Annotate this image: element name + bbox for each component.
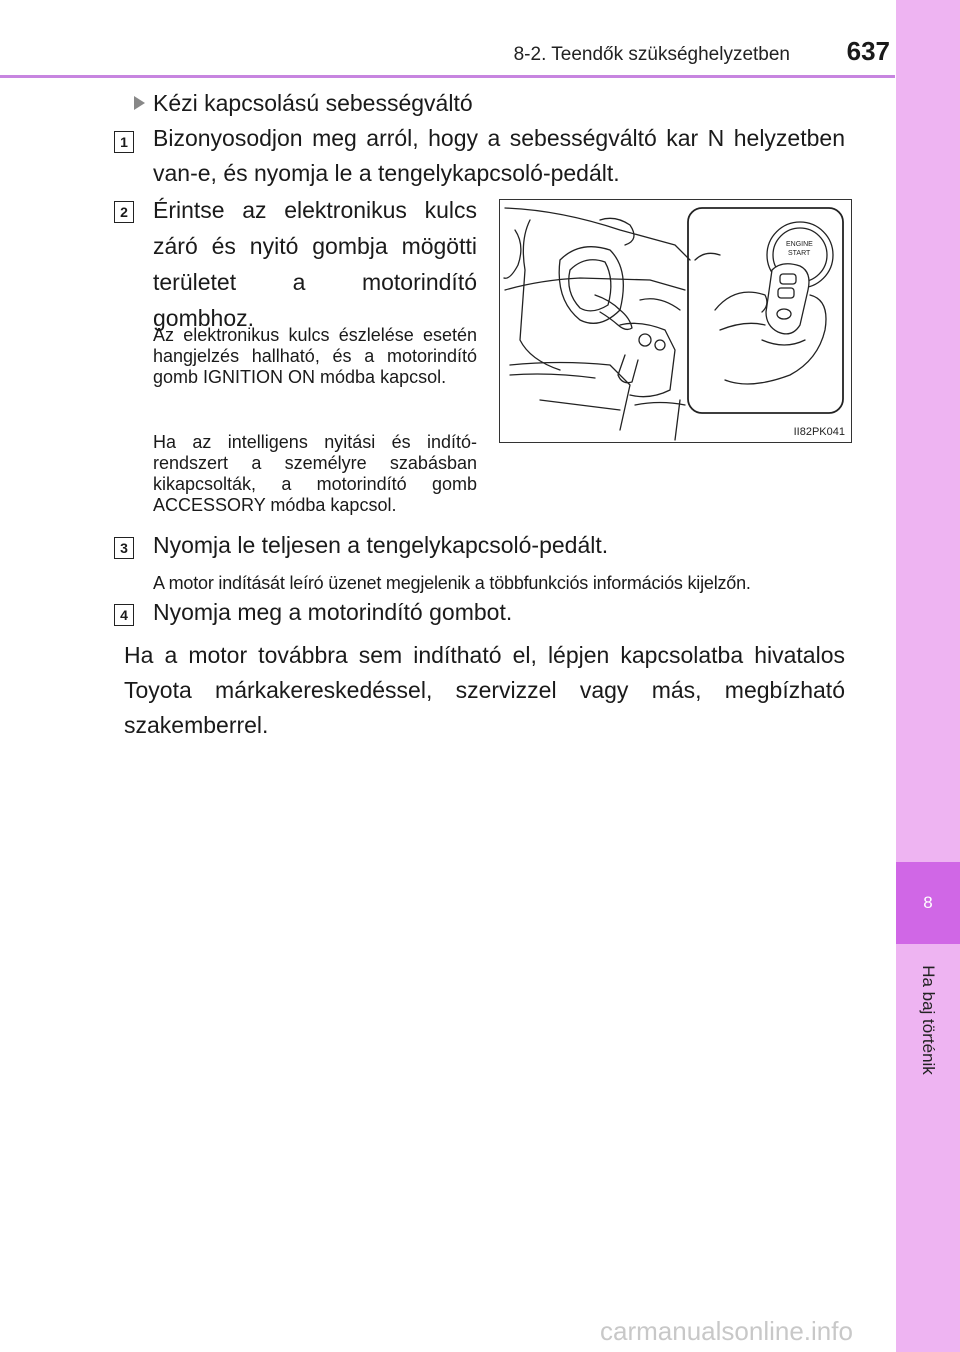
engine-label: ENGINE	[786, 241, 813, 248]
chapter-side-tab	[896, 0, 960, 1352]
step-2-note-1: Az elektronikus kulcs észlelése esetén hangjelzés hallható, és a motorindító gomb IGNITION ON módba kapcsol.	[153, 325, 477, 387]
page-number: 637	[846, 36, 890, 66]
step-number-3: 3	[114, 537, 134, 559]
step-1-text: Bizonyosodjon meg arról, hogy a sebességváltó kar N helyzetben van-e, és nyomja le a tengelykapcsoló-pedált.	[153, 125, 845, 186]
chapter-number-badge: 8	[896, 862, 960, 944]
step-number-1: 1	[114, 131, 134, 153]
car-interior-drawing	[500, 200, 850, 441]
step-number-2: 2	[114, 201, 134, 223]
chapter-title-vertical: Ha baj történik	[919, 965, 938, 1075]
step-2-note-2: Ha az intelligens nyitási és indító-rendszert a személyre szabásban kikapcsolták, a motorindító gomb ACCESSORY módba kapcsol.	[153, 432, 477, 515]
start-label: START	[788, 250, 811, 257]
closing-paragraph: Ha a motor továbbra sem indítható el, lépjen kapcsolatba hivatalos Toyota márkakereskedéssel, szervizzel vagy más, megbízható szakemberrel.	[124, 642, 845, 738]
header-divider	[0, 75, 895, 78]
triangle-bullet-icon	[134, 96, 145, 110]
watermark: carmanualsonline.info	[600, 1316, 853, 1346]
engine-start-illustration	[499, 199, 852, 443]
step-4-text: Nyomja meg a motorindító gombot.	[153, 599, 513, 625]
step-3-note: A motor indítását leíró üzenet megjelenik a többfunkciós információs kijelzőn.	[153, 573, 751, 593]
figure-code: II82PK041	[793, 426, 845, 438]
subheading: Kézi kapcsolású sebességváltó	[153, 90, 473, 116]
step-2-text: Érintse az elektronikus kulcs záró és nyitó gombja mögötti területet a motorindító gombhoz.	[153, 197, 477, 331]
step-3-text: Nyomja le teljesen a tengelykapcsoló-pedált.	[153, 532, 609, 558]
step-number-4: 4	[114, 604, 134, 626]
header-section-title: 8-2. Teendők szükséghelyzetben	[513, 44, 790, 65]
